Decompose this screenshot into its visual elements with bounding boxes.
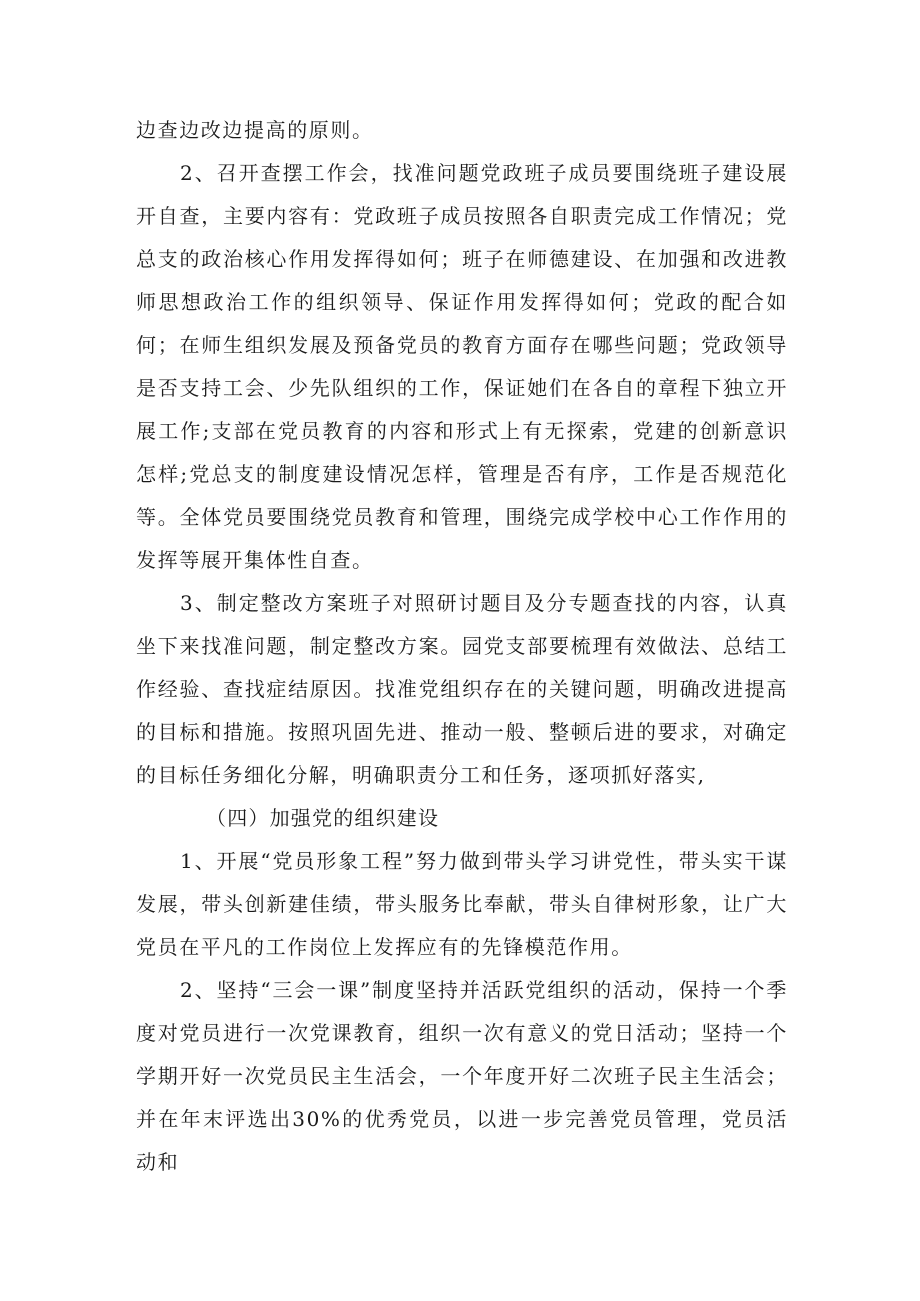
paragraph-item-3-plan: 3、制定整改方案班子对照研讨题目及分专题查找的内容，认真坐下来找准问题，制定整改方案。园党支部要梳理有效做法、总结工作经验、查找症结原因。找准党组织存在的关键问题，明确改进提高的目标和措施。按照巩固先进、推动一般、整顿后进的要求，对确定的目标任务细化分解，明确职责分工和任务，逐项抓好落实, bbox=[136, 591, 788, 787]
document-body bbox=[136, 109, 788, 1184]
paragraph-continuation: 边查边改边提高的原则。 bbox=[136, 118, 374, 142]
section-heading-four: （四）加强党的组织建设 bbox=[206, 806, 440, 830]
paragraph-item-1-image-project: 1、开展“党员形象工程”努力做到带头学习讲党性，带头实干谋发展，带头创新建佳绩，带头服务比奉献，带头自律树形象，让广大党员在平凡的工作岗位上发挥应有的先锋模范作用。 bbox=[136, 849, 788, 959]
paragraph-item-2-three-meetings: 2、坚持“三会一课”制度坚持并活跃党组织的活动，保持一个季度对党员进行一次党课教育，组织一次有意义的党日活动；坚持一个学期开好一次党员民主生活会，一个年度开好二次班子民主生活会；并在年末评选出30%的优秀党员，以进一步完善党员管理，党员活动和 bbox=[136, 978, 788, 1174]
paragraph-item-2-meeting: 2、召开查摆工作会，找准问题党政班子成员要围绕班子建设展开自查，主要内容有：党政班子成员按照各自职责完成工作情况；党总支的政治核心作用发挥得如何；班子在师德建设、在加强和改进教师思想政治工作的组织领导、保证作用发挥得如何；党政的配合如何；在师生组织发展及预备党员的教育方面存在哪些问题；党政领导是否支持工会、少先队组织的工作，保证她们在各自的章程下独立开展工作;支部在党员教育的内容和形式上有无探索，党建的创新意识怎样;党总支的制度建设情况怎样，管理是否有序，工作是否规范化等。全体党员要围绕党员教育和管理，围绕完成学校中心工作作用的发挥等展开集体性自查。 bbox=[136, 161, 788, 572]
